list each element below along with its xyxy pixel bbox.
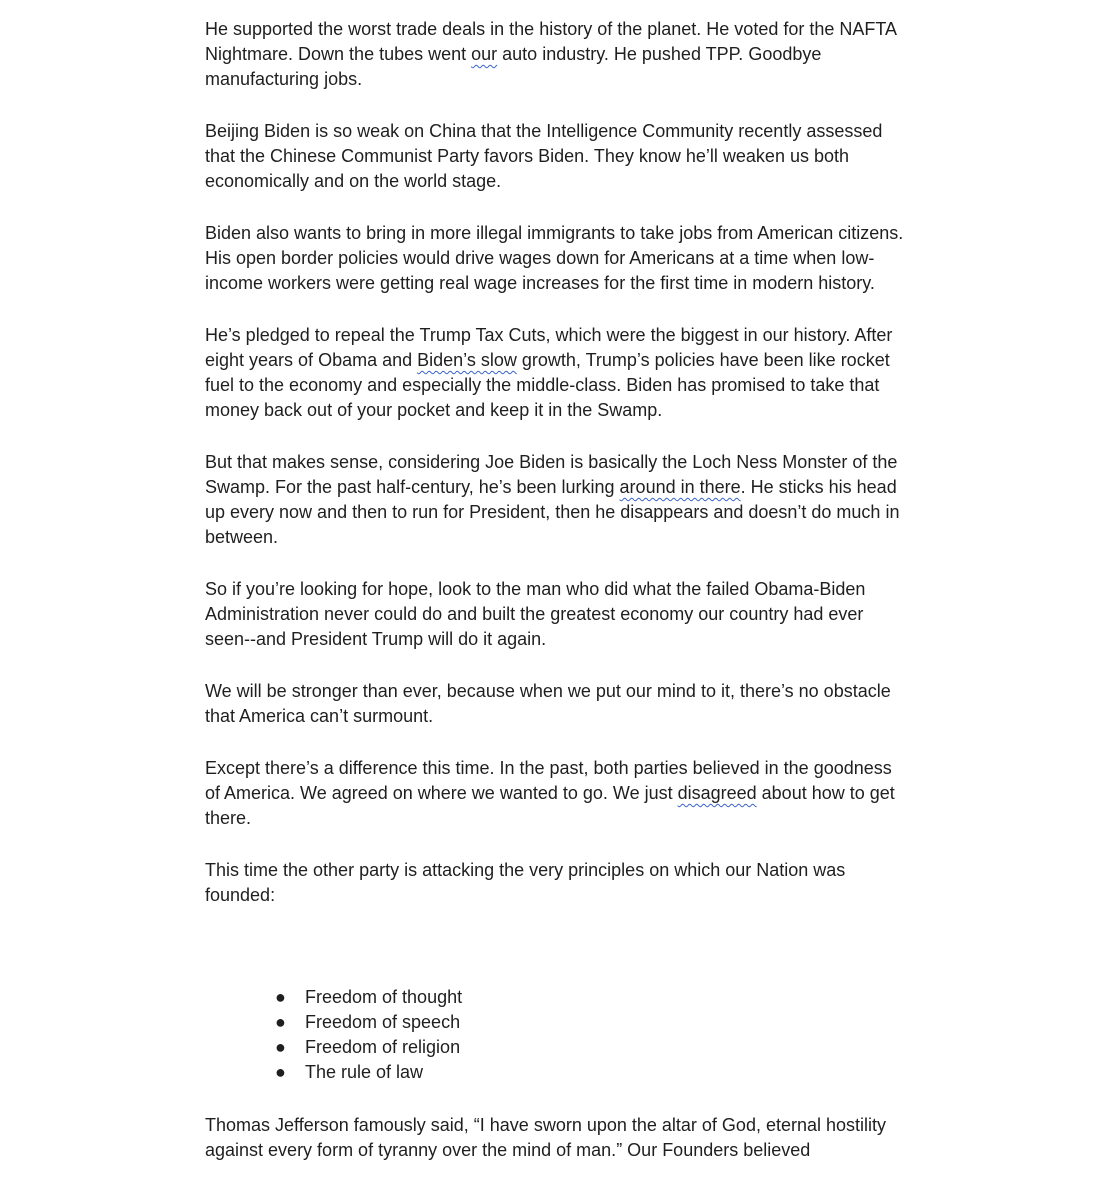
- paragraph-stronger: We will be stronger than ever, because when we put our mind to it, there’s no obstacle that America can’t surmount.: [205, 681, 891, 726]
- bullet-item: [205, 1060, 905, 1085]
- spellcheck-flagged-word[interactable]: around in there: [619, 477, 741, 497]
- bullet-item: [205, 1010, 905, 1035]
- paragraph-hope: So if you’re looking for hope, look to the man who did what the failed Obama-Biden Administration never could do and built the greatest economy our country had ever seen--and President Trump will do it again.: [205, 579, 866, 649]
- bullet-icon: ●: [275, 1012, 286, 1032]
- paragraph-principles: This time the other party is attacking the very principles on which our Nation was founded:: [205, 860, 846, 905]
- paragraph-text: auto industry. He pushed TPP. Goodbye manufacturing jobs.: [205, 44, 822, 89]
- paragraph-text: He supported the worst trade deals in the history of the planet. He voted for the NAFTA Nightmare. Down the tubes went: [205, 19, 897, 64]
- paragraph-text: . He sticks his head up every now and then to run for President, then he disappears and doesn’t do much in between.: [205, 477, 900, 547]
- paragraph-jefferson: Thomas Jefferson famously said, “I have sworn upon the altar of God, eternal hostility against every form of tyranny over the mind of man.” Our Founders believed: [205, 1115, 887, 1160]
- bullet-list: [205, 985, 905, 1085]
- paragraph-text: But that makes sense, considering Joe Biden is basically the Loch Ness Monster of the Swamp. For the past half-century, he’s been lurking: [205, 452, 898, 497]
- bullet-icon: ●: [275, 1062, 286, 1082]
- paragraph-text: growth, Trump’s policies have been like rocket fuel to the economy and especially the middle-class. Biden has promised to take that money back out of your pocket and keep it in the Swamp.: [205, 350, 890, 420]
- paragraph-difference: [205, 756, 905, 831]
- spellcheck-flagged-word[interactable]: disagreed: [677, 783, 757, 803]
- bullet-text: Freedom of religion: [305, 1037, 461, 1057]
- bullet-text: The rule of law: [305, 1062, 424, 1082]
- paragraph-tax-cuts: [205, 323, 905, 423]
- paragraph-text: He’s pledged to repeal the Trump Tax Cuts, which were the biggest in our history. After eight years of Obama and: [205, 325, 893, 370]
- bullet-icon: ●: [275, 1037, 286, 1057]
- paragraph-china: Beijing Biden is so weak on China that the Intelligence Community recently assessed that the Chinese Communist Party favors Biden. They know he’ll weaken us both economically and on the world stage.: [205, 121, 883, 191]
- bullet-text: Freedom of thought: [305, 987, 463, 1007]
- paragraph-swamp: [205, 450, 905, 550]
- bullet-text: Freedom of speech: [305, 1012, 461, 1032]
- bullet-item: [205, 1035, 905, 1060]
- paragraph-trade-deals: [205, 17, 905, 92]
- paragraph-immigration: Biden also wants to bring in more illegal immigrants to take jobs from American citizens. His open border policies would drive wages down for Americans at a time when low-income workers were getting real wage increases for the first time in modern history.: [205, 223, 904, 293]
- spellcheck-flagged-word[interactable]: Biden’s slow: [417, 350, 517, 370]
- document-body[interactable]: [205, 17, 905, 1163]
- bullet-item: [205, 985, 905, 1010]
- spellcheck-flagged-word[interactable]: our: [471, 44, 498, 64]
- bullet-icon: ●: [275, 987, 286, 1007]
- paragraph-text: Except there’s a difference this time. In the past, both parties believed in the goodness of America. We agreed on where we wanted to go. We just: [205, 758, 892, 803]
- paragraph-text: about how to get there.: [205, 783, 895, 828]
